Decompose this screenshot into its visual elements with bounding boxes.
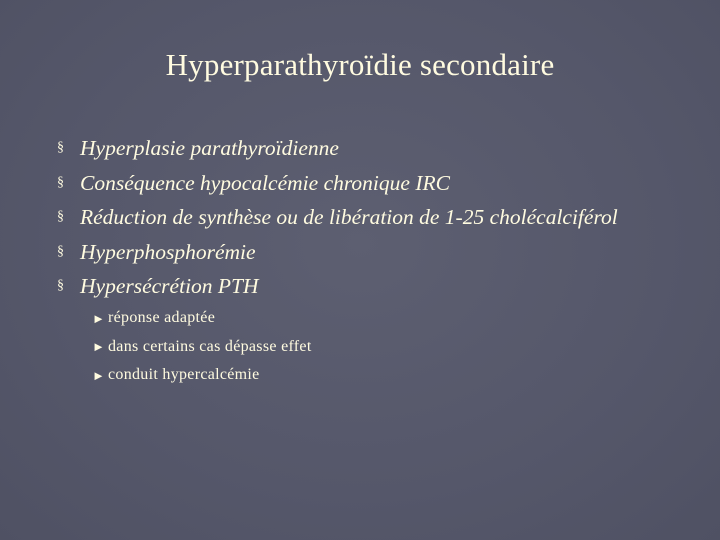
sub-bullet-text: dans certains cas dépasse effet	[108, 337, 312, 355]
square-bullet-icon: §	[57, 278, 64, 294]
bullet-text: Conséquence hypocalcémie chronique IRC	[80, 170, 450, 195]
arrow-right-icon: ►	[92, 367, 105, 383]
bullet-text: Hypersécrétion PTH	[80, 274, 259, 299]
square-bullet-icon: §	[57, 209, 64, 225]
square-bullet-icon: §	[57, 243, 64, 259]
slide-title: Hyperparathyroïdie secondaire	[165, 47, 555, 82]
sub-bullet-text: conduit hypercalcémie	[108, 366, 260, 384]
bullet-text: Hyperphosphorémie	[80, 239, 256, 264]
arrow-right-icon: ►	[92, 310, 105, 326]
bullet-list	[57, 131, 618, 304]
arrow-right-icon: ►	[92, 339, 105, 355]
square-bullet-icon: §	[57, 140, 64, 156]
sub-bullet-list	[92, 304, 312, 390]
sub-bullet-item	[92, 304, 312, 333]
bullet-item	[57, 235, 618, 270]
bullet-item	[57, 131, 618, 166]
square-bullet-icon: §	[57, 174, 64, 190]
sub-bullet-text: réponse adaptée	[108, 309, 216, 327]
bullet-item	[57, 166, 618, 201]
sub-bullet-item	[92, 333, 312, 362]
bullet-text: Hyperplasie parathyroïdienne	[80, 136, 339, 161]
bullet-text: Réduction de synthèse ou de libération de 1-25 cholécalciférol	[80, 205, 618, 230]
bullet-item	[57, 200, 618, 235]
sub-bullet-item	[92, 361, 312, 390]
bullet-item	[57, 269, 618, 304]
